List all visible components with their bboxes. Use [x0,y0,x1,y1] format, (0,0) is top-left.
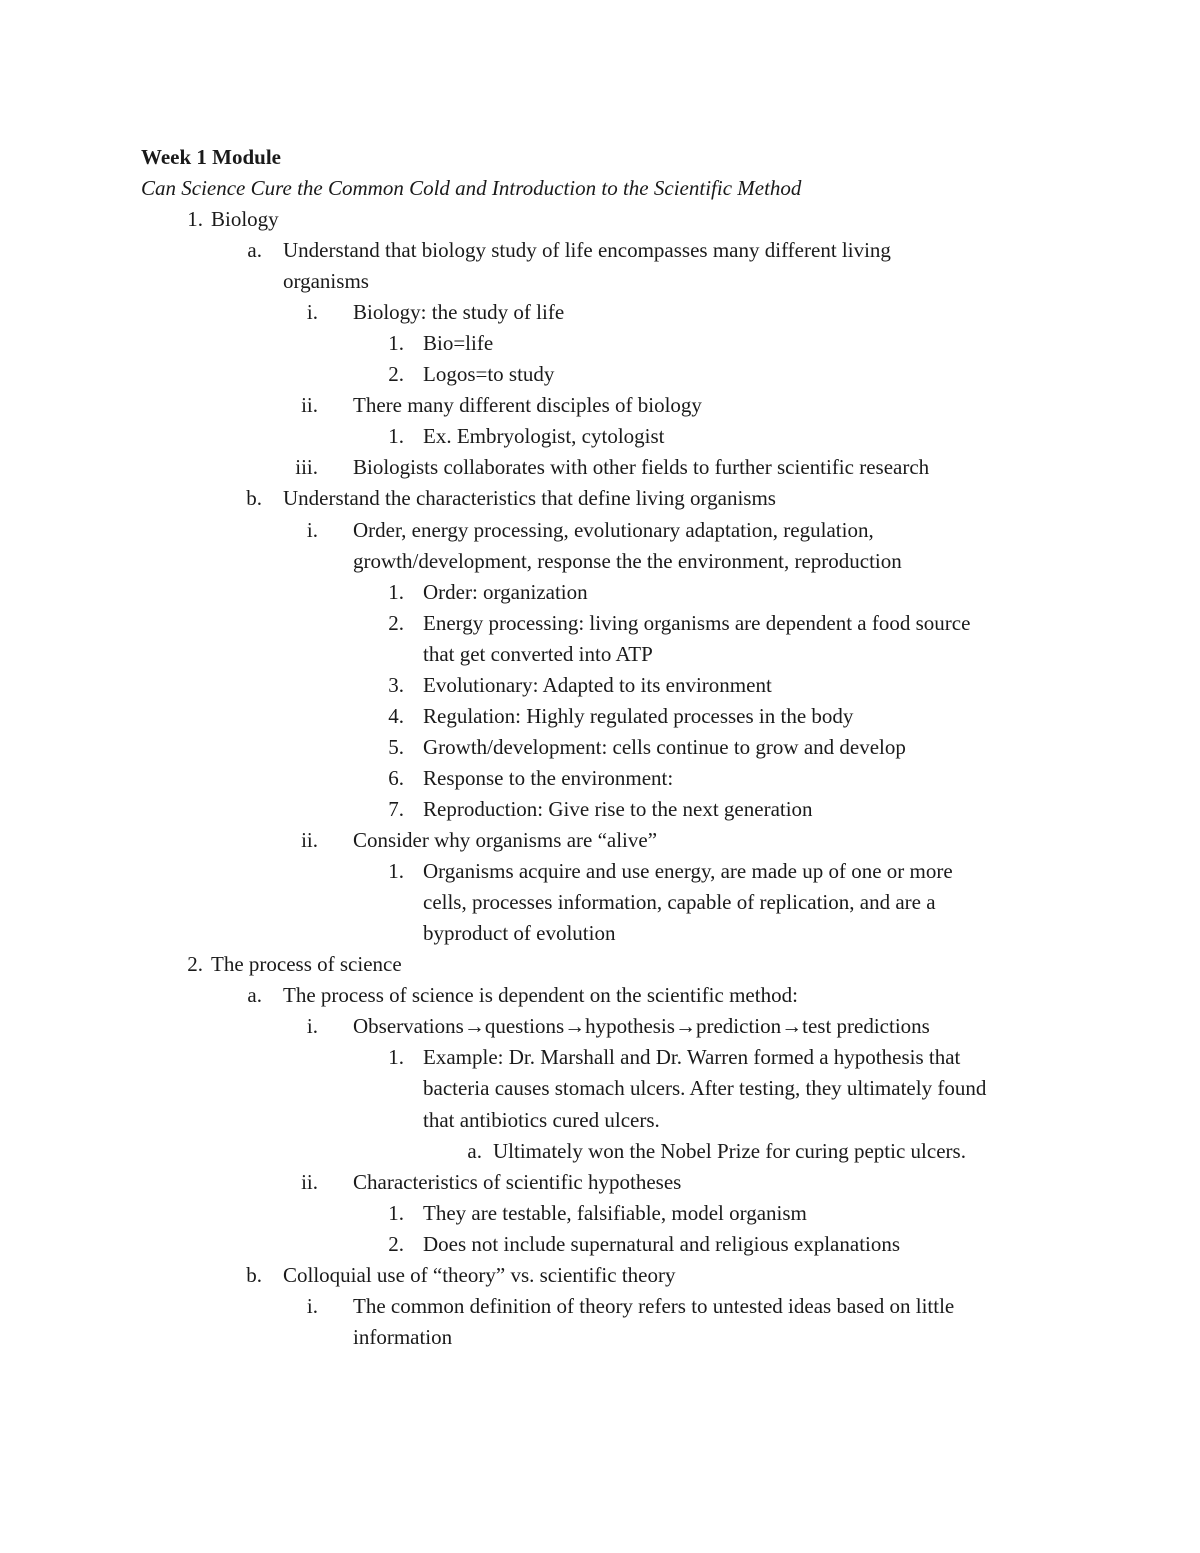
list-marker: 2. [187,952,203,977]
list-item-text: Example: Dr. Marshall and Dr. Warren formed a hypothesis that [423,1045,961,1070]
list-item-text: The process of science [211,952,402,977]
list-item-text: The common definition of theory refers to untested ideas based on little [353,1293,955,1318]
outline-line [0,949,1200,980]
outline-line [0,266,1200,297]
list-item-text: Organisms acquire and use energy, are made up of one or more [423,859,953,884]
list-marker: 6. [388,765,404,790]
list-marker: 2. [388,610,404,635]
outline-line [0,1136,1200,1167]
list-marker: i. [306,1293,318,1318]
outline-line [0,1105,1200,1136]
outline-line [0,297,1200,328]
outline-line [0,1322,1200,1353]
outline-line [0,1260,1200,1291]
list-item-text: Biologists collaborates with other fields to further scientific research [353,455,930,480]
list-marker: b. [246,486,262,511]
outline-line [0,887,1200,918]
list-marker: ii. [301,1169,318,1194]
document-title: Week 1 Module [141,145,281,169]
list-item-text: Does not include supernatural and religious explanations [423,1231,901,1256]
list-item-text: Order: organization [423,579,588,604]
list-item-text: Reproduction: Give rise to the next generation [423,797,813,821]
outline-line [0,701,1200,732]
list-item-text: organisms [283,269,369,294]
list-marker: 4. [388,703,404,728]
list-item-text: Observations→questions→hypothesis→prediction→test predictions [353,1014,930,1039]
list-marker: i. [306,1014,318,1039]
list-marker: i. [306,517,318,542]
list-item-text: Colloquial use of “theory” vs. scientific theory [283,1262,676,1287]
list-item-text: Understand that biology study of life encompasses many different living [283,238,891,263]
list-item-text: Logos=to study [423,362,555,387]
outline-line [0,794,1200,825]
list-marker: ii. [301,393,318,418]
list-marker: b. [246,1262,262,1287]
outline-line [0,204,1200,235]
list-marker: iii. [295,455,318,480]
outline-line [0,825,1200,856]
list-item-text: Ex. Embryologist, cytologist [423,424,665,449]
outline-line [0,1167,1200,1198]
outline-line [0,1042,1200,1073]
list-item-text: Biology [211,207,279,231]
list-item-text: Evolutionary: Adapted to its environment [423,672,772,697]
document-subtitle: Can Science Cure the Common Cold and Introduction to the Scientific Method [141,176,802,200]
list-item-text: byproduct of evolution [423,921,616,946]
list-marker: 5. [388,734,404,759]
list-marker: 1. [388,1045,404,1070]
list-item-text: Energy processing: living organisms are dependent a food source [423,610,971,635]
outline-line [0,763,1200,794]
list-item-text: information [353,1324,453,1349]
outline-line [0,670,1200,701]
list-item-text: that get converted into ATP [423,641,653,666]
outline-line [0,235,1200,266]
list-item-text: Ultimately won the Nobel Prize for curing peptic ulcers. [493,1138,966,1163]
list-marker: 1. [388,1200,404,1225]
outline-line [0,546,1200,577]
list-item-text: Growth/development: cells continue to grow and develop [423,734,906,759]
outline-line [0,390,1200,421]
outline-line [0,328,1200,359]
outline-line [0,515,1200,546]
outline-line [0,1011,1200,1042]
list-marker: ii. [301,828,318,852]
list-item-text: They are testable, falsifiable, model organism [423,1200,807,1225]
outline-line [0,359,1200,390]
outline-line [0,483,1200,514]
list-item-text: Consider why organisms are “alive” [353,828,658,852]
list-item-text: Characteristics of scientific hypotheses [353,1169,682,1194]
outline-line [0,1198,1200,1229]
outline-line [0,1073,1200,1104]
list-marker: a. [467,1138,482,1163]
list-item-text: Biology: the study of life [353,300,565,325]
outline-line [0,639,1200,670]
list-marker: 1. [187,207,203,231]
list-marker: a. [247,238,262,263]
outline-line [0,1291,1200,1322]
list-marker: a. [247,983,262,1008]
list-marker: 1. [388,331,404,356]
outline-line [0,577,1200,608]
list-marker: 2. [388,362,404,387]
list-item-text: cells, processes information, capable of replication, and are a [423,890,936,915]
list-item-text: Bio=life [423,331,494,356]
list-marker: 7. [388,797,404,821]
outline-line [0,856,1200,887]
list-marker: 2. [388,1231,404,1256]
outline-line [0,918,1200,949]
list-item-text: that antibiotics cured ulcers. [423,1107,660,1132]
outline-line [0,1229,1200,1260]
outline-line [0,452,1200,483]
list-marker: 1. [388,579,404,604]
list-item-text: There many different disciples of biology [353,393,702,418]
list-marker: i. [306,300,318,325]
list-item-text: growth/development, response the the environment, reproduction [353,548,902,573]
list-marker: 1. [388,424,404,449]
list-item-text: Regulation: Highly regulated processes in the body [423,703,854,728]
list-marker: 3. [388,672,404,697]
list-item-text: The process of science is dependent on the scientific method: [283,983,798,1008]
list-item-text: Understand the characteristics that define living organisms [283,486,776,511]
list-marker: 1. [388,859,404,884]
list-item-text: Response to the environment: [423,765,674,790]
outline-line [0,421,1200,452]
outline-line [0,608,1200,639]
list-item-text: Order, energy processing, evolutionary adaptation, regulation, [353,517,874,542]
list-item-text: bacteria causes stomach ulcers. After testing, they ultimately found [423,1076,987,1101]
outline-line [0,732,1200,763]
outline-line [0,980,1200,1011]
